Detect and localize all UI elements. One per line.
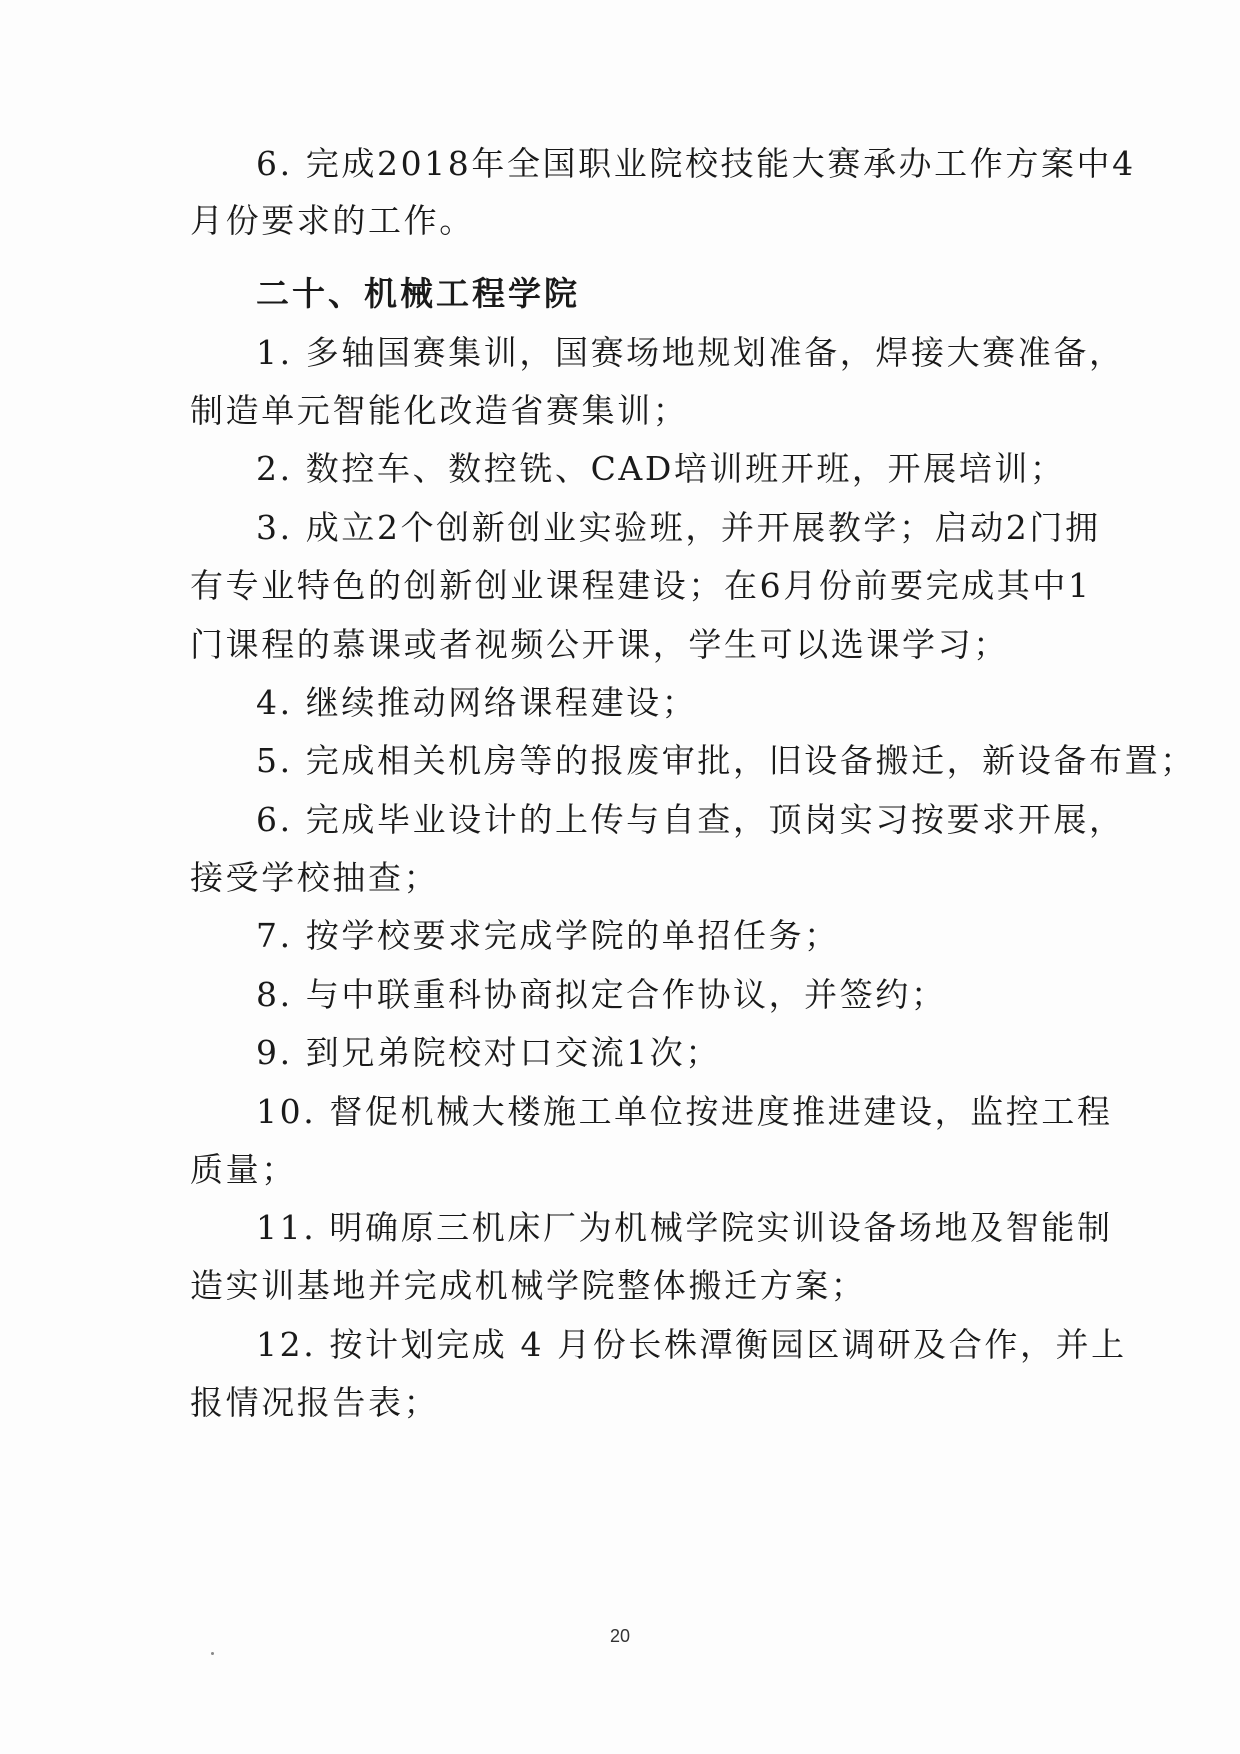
item-12-line-2: 报情况报告表； bbox=[190, 1383, 440, 1422]
item-8-line-1: 8. 与中联重科协商拟定合作协议，并签约； bbox=[256, 975, 947, 1014]
item-11-line-1: 11. 明确原三机床厂为机械学院实训设备场地及智能制 bbox=[256, 1208, 1113, 1247]
item-11-line-2: 造实训基地并完成机械学院整体搬迁方案； bbox=[190, 1266, 867, 1305]
page-number: 20 bbox=[609, 1626, 631, 1646]
item-6-line-2: 月份要求的工作。 bbox=[190, 201, 475, 240]
item-6b-line-2: 接受学校抽查； bbox=[190, 858, 440, 897]
section-heading: 二十、机械工程学院 bbox=[256, 274, 580, 313]
item-10-line-1: 10. 督促机械大楼施工单位按进度推进建设，监控工程 bbox=[256, 1092, 1113, 1131]
item-3-line-2: 有专业特色的创新创业课程建设；在6月份前要完成其中1 bbox=[190, 566, 1092, 605]
item-7-line-1: 7. 按学校要求完成学院的单招任务； bbox=[256, 916, 840, 955]
item-6-line-1: 6. 完成2018年全国职业院校技能大赛承办工作方案中4 bbox=[256, 144, 1136, 183]
item-3-line-3: 门课程的慕课或者视频公开课，学生可以选课学习； bbox=[190, 625, 1009, 664]
item-2-line-1: 2. 数控车、数控铣、CAD培训班开班，开展培训； bbox=[256, 449, 1066, 488]
scan-speck bbox=[211, 1652, 214, 1655]
item-4-line-1: 4. 继续推动网络课程建设； bbox=[256, 683, 698, 722]
item-9-line-1: 9. 到兄弟院校对口交流1次； bbox=[256, 1033, 721, 1072]
item-1-line-2: 制造单元智能化改造省赛集训； bbox=[190, 391, 689, 430]
item-12-line-1: 12. 按计划完成 4 月份长株潭衡园区调研及合作，并上 bbox=[256, 1325, 1127, 1364]
item-5-line-1: 5. 完成相关机房等的报废审批，旧设备搬迁，新设备布置； bbox=[256, 741, 1196, 780]
item-10-line-2: 质量； bbox=[190, 1150, 297, 1189]
item-6b-line-1: 6. 完成毕业设计的上传与自查，顶岗实习按要求开展， bbox=[256, 800, 1125, 839]
item-3-line-1: 3. 成立2个创新创业实验班，并开展教学；启动2门拥 bbox=[256, 508, 1101, 547]
item-1-line-1: 1. 多轴国赛集训，国赛场地规划准备，焊接大赛准备， bbox=[256, 333, 1125, 372]
